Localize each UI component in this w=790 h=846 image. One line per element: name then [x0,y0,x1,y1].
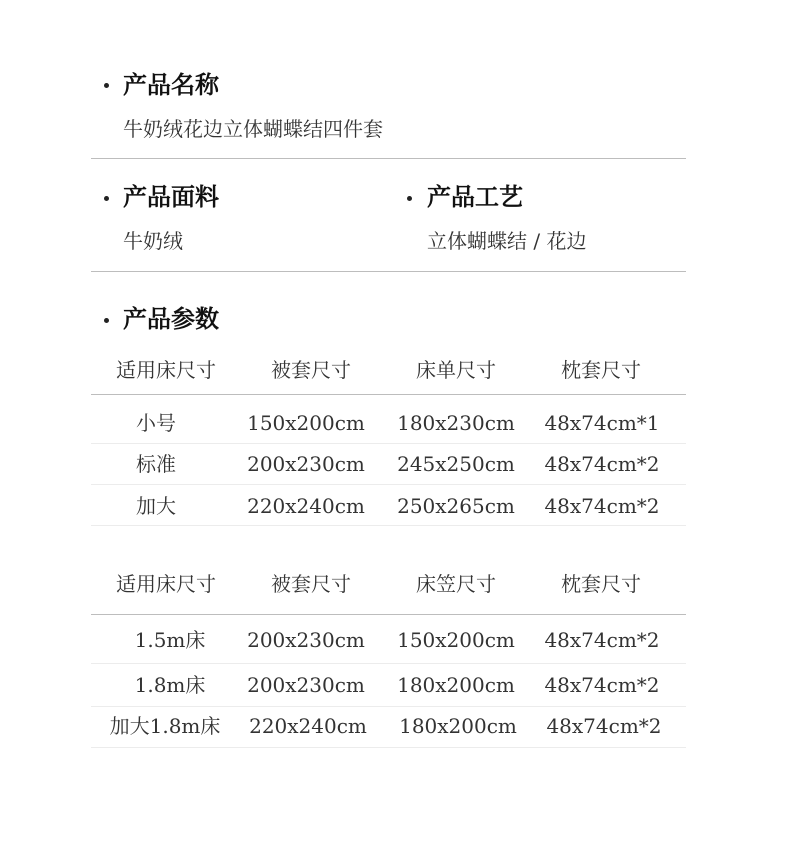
divider [91,614,686,615]
table-header-cell: 枕套尺寸 [561,358,641,382]
params-title: 产品参数 [123,305,219,333]
table-cell: 1.5m床 [134,628,206,652]
table-cell: 150x200cm [397,628,515,652]
table-cell: 180x230cm [397,411,515,435]
row-divider [91,484,686,485]
table-cell: 220x240cm [249,714,367,738]
row-divider [91,525,686,526]
bullet-icon [104,196,109,201]
fabric-title: 产品面料 [123,183,219,211]
table-header-cell: 被套尺寸 [271,572,351,596]
table-cell: 加大1.8m床 [109,714,221,738]
table-cell: 220x240cm [247,494,365,518]
table-cell: 180x200cm [399,714,517,738]
divider [91,271,686,272]
table-cell: 小号 [136,411,176,435]
row-divider [91,747,686,748]
table-cell: 200x230cm [247,628,365,652]
table-cell: 200x230cm [247,673,365,697]
product-name-value: 牛奶绒花边立体蝴蝶结四件套 [123,117,383,141]
table-cell: 48x74cm*2 [544,673,660,697]
table-cell: 200x230cm [247,452,365,476]
divider [91,394,686,395]
table-cell: 加大 [136,494,176,518]
table-cell: 48x74cm*1 [544,411,660,435]
table-cell: 48x74cm*2 [544,628,660,652]
table-cell: 150x200cm [247,411,365,435]
product-name-title: 产品名称 [123,71,219,99]
table-cell: 48x74cm*2 [544,452,660,476]
row-divider [91,663,686,664]
table-header-cell: 枕套尺寸 [561,572,641,596]
row-divider [91,706,686,707]
bullet-icon [104,83,109,88]
table-cell: 245x250cm [397,452,515,476]
table-cell: 180x200cm [397,673,515,697]
table-header-cell: 适用床尺寸 [116,358,216,382]
table-cell: 250x265cm [397,494,515,518]
table-cell: 1.8m床 [134,673,206,697]
table-header-cell: 适用床尺寸 [116,572,216,596]
bullet-icon [104,318,109,323]
table-cell: 标准 [136,452,176,476]
craft-value: 立体蝴蝶结 / 花边 [427,229,587,253]
row-divider [91,443,686,444]
table-header-cell: 床单尺寸 [416,358,496,382]
table-cell: 48x74cm*2 [546,714,662,738]
bullet-icon [407,196,412,201]
craft-title: 产品工艺 [427,183,523,211]
table-header-cell: 被套尺寸 [271,358,351,382]
table-cell: 48x74cm*2 [544,494,660,518]
fabric-value: 牛奶绒 [123,229,183,253]
divider [91,158,686,159]
table-header-cell: 床笠尺寸 [416,572,496,596]
